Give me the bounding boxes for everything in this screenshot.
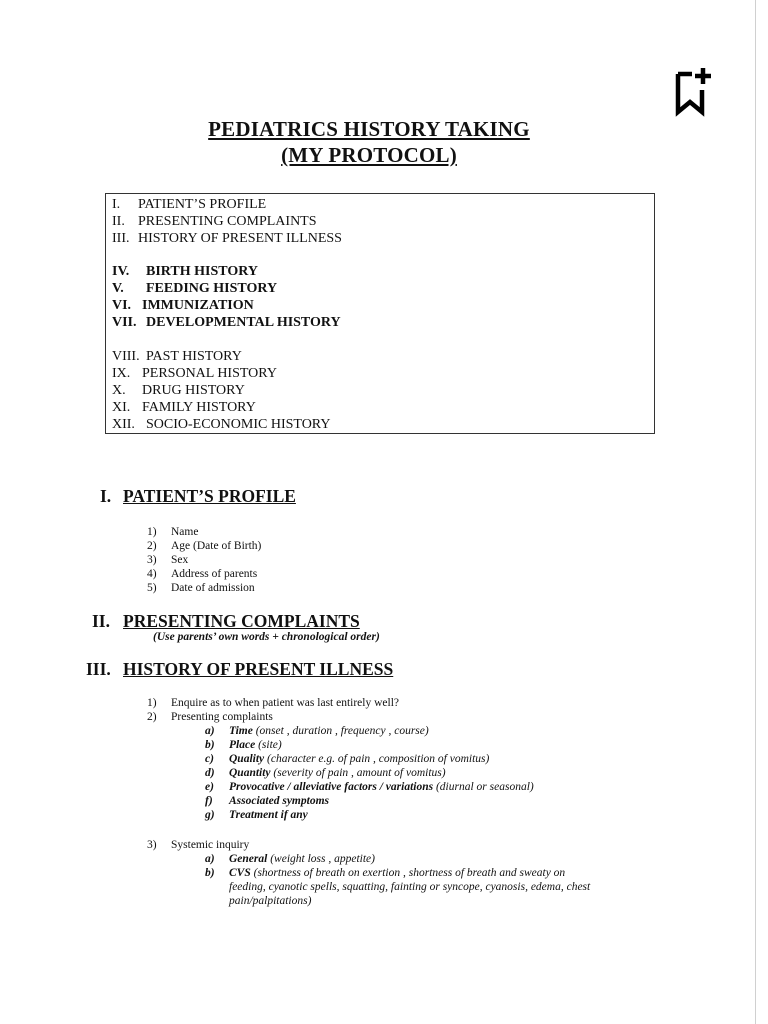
list-item: g) Treatment if any <box>205 809 308 821</box>
section-heading-history-of-present-illness: III. HISTORY OF PRESENT ILLNESS <box>86 659 394 679</box>
toc-item: XII. SOCIO-ECONOMIC HISTORY <box>112 417 331 432</box>
toc-item: II. PRESENTING COMPLAINTS <box>112 214 317 229</box>
section-heading-patients-profile: I. PATIENT’S PROFILE <box>100 486 296 506</box>
list-item: 1) Name <box>147 526 199 538</box>
table-of-contents <box>105 193 655 434</box>
list-item: e) Provocative / alleviative factors / variations (diurnal or seasonal) <box>205 781 534 793</box>
document-title: PEDIATRICS HISTORY TAKING <box>208 117 530 141</box>
toc-item: IX. PERSONAL HISTORY <box>112 366 277 381</box>
section-heading-presenting-complaints: II. PRESENTING COMPLAINTS <box>92 611 360 631</box>
list-item: 4) Address of parents <box>147 568 258 580</box>
list-item: 2) Age (Date of Birth) <box>147 540 262 552</box>
toc-item: XI. FAMILY HISTORY <box>112 400 256 415</box>
list-item: 2) Presenting complaints <box>147 711 273 723</box>
list-item-continuation: pain/palpitations) <box>229 895 312 907</box>
page-edge <box>755 0 756 1024</box>
list-item: 5) Date of admission <box>147 582 255 594</box>
document-subtitle: (MY PROTOCOL) <box>281 143 457 167</box>
list-item: b) CVS (shortness of breath on exertion , shortness of breath and sweaty on <box>205 867 566 879</box>
list-item: 1) Enquire as to when patient was last entirely well? <box>147 697 400 709</box>
list-item: f) Associated symptoms <box>205 795 329 807</box>
list-item: a) General (weight loss , appetite) <box>205 853 375 865</box>
toc-item: X. DRUG HISTORY <box>112 383 245 398</box>
list-item: 3) Systemic inquiry <box>147 839 250 851</box>
toc-item: III. HISTORY OF PRESENT ILLNESS <box>112 231 342 246</box>
list-item: c) Quality (character e.g. of pain , composition of vomitus) <box>205 753 490 765</box>
toc-item: VII. DEVELOPMENTAL HISTORY <box>112 315 341 330</box>
toc-item: V. FEEDING HISTORY <box>112 281 278 296</box>
list-item: 3) Sex <box>147 554 189 566</box>
list-item-continuation: feeding, cyanotic spells, squatting, fainting or syncope, cyanosis, edema, chest <box>229 881 591 893</box>
toc-item: VI. IMMUNIZATION <box>112 298 254 313</box>
list-item: a) Time (onset , duration , frequency , course) <box>205 725 429 737</box>
toc-item: VIII. PAST HISTORY <box>112 349 242 364</box>
add-bookmark-icon[interactable] <box>672 66 716 118</box>
toc-item: I. PATIENT’S PROFILE <box>112 197 267 212</box>
list-item: d) Quantity (severity of pain , amount of vomitus) <box>205 767 446 779</box>
list-item: b) Place (site) <box>205 739 282 751</box>
toc-item: IV. BIRTH HISTORY <box>112 264 258 279</box>
presenting-complaints-note: (Use parents’ own words + chronological order) <box>153 631 380 643</box>
